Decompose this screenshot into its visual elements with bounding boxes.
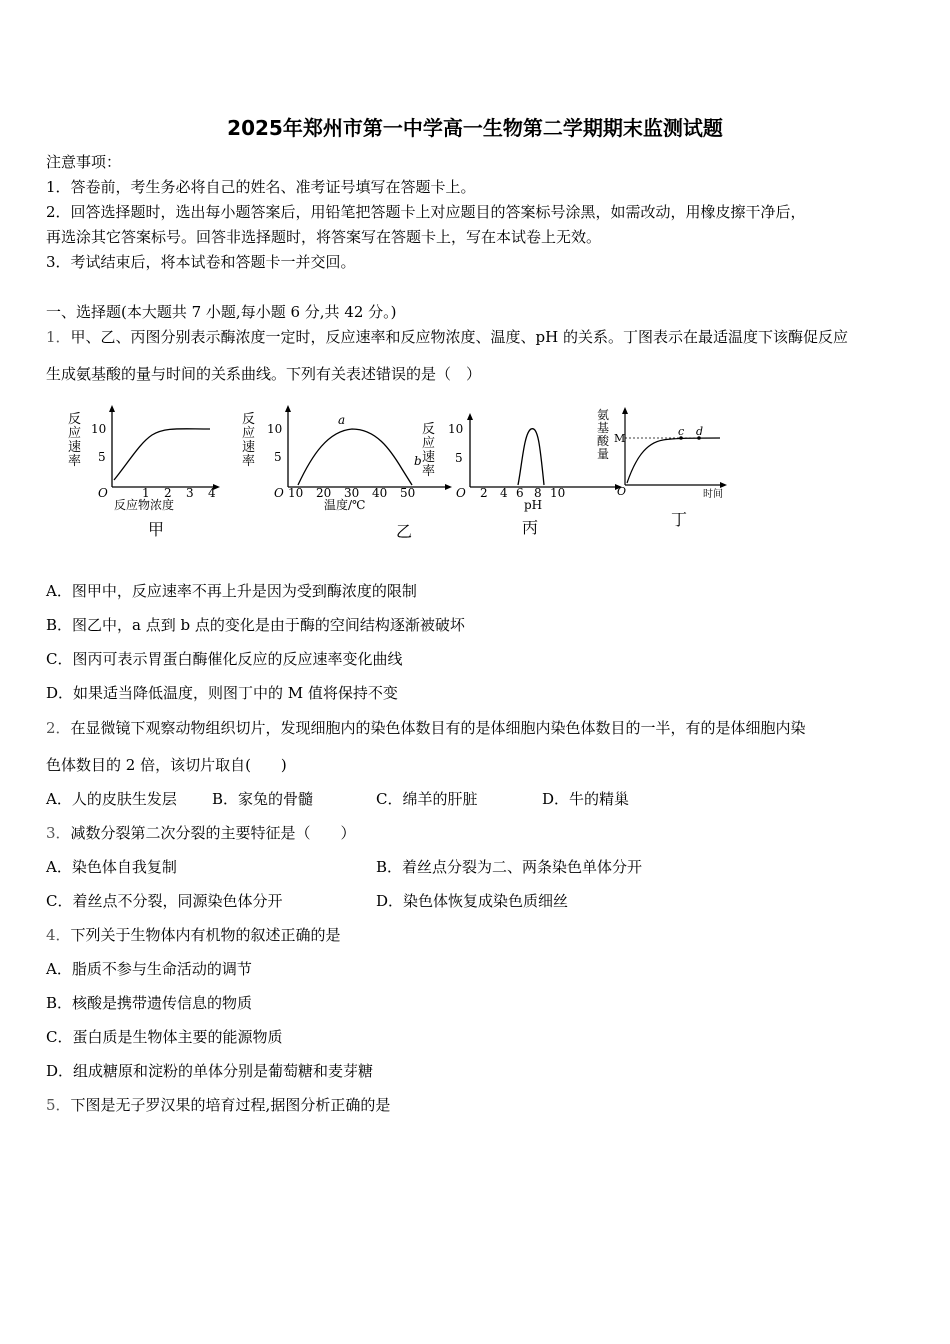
question-2-option-a: A．人的皮肤生发层: [46, 790, 177, 808]
graph-bing-ylabel-1: 反: [422, 422, 436, 437]
graph-jia-xlabel: 反应物浓度: [114, 498, 175, 512]
graph-bing-ylabel-2: 应: [422, 436, 436, 451]
graph-ding-ylabel-3: 酸: [597, 434, 610, 448]
graph-bing-xtick-10: 10: [550, 486, 566, 500]
question-1-option-c: C．图丙可表示胃蛋白酶催化反应的反应速率变化曲线: [46, 650, 403, 668]
graph-jia-xtick-1: 1: [142, 486, 150, 500]
graph-jia-curve: [114, 429, 210, 480]
question-2-line-1: [46, 718, 806, 738]
graph-yi-ytick-10: 10: [267, 422, 283, 436]
graph-yi-point-b: b: [414, 454, 422, 468]
question-1-line-2: 生成氨基酸的量与时间的关系曲线。下列有关表述错误的是（ ）: [46, 365, 482, 383]
graph-yi-xtick-10: 10: [288, 486, 304, 500]
question-4-option-d: D．组成糖原和淀粉的单体分别是葡萄糖和麦芽糖: [46, 1062, 374, 1080]
question-2-option-c: C．绵羊的肝脏: [376, 790, 478, 808]
question-3-option-a: A．染色体自我复制: [46, 858, 177, 876]
graph-jia-ylabel-2: 应: [68, 426, 82, 441]
graph-yi: [242, 405, 452, 541]
graph-jia-y-arrow: [109, 405, 115, 412]
question-4-option-c: C．蛋白质是生物体主要的能源物质: [46, 1028, 283, 1046]
question-5-line-1: [46, 1095, 390, 1115]
graph-ding-caption: 丁: [671, 510, 688, 529]
graph-jia-ylabel-1: 反: [68, 412, 82, 427]
graph-bing-xtick-6: 6: [516, 486, 524, 500]
question-number: 2．: [46, 719, 71, 737]
graph-jia-caption: 甲: [148, 520, 165, 539]
graph-bing-xtick-8: 8: [534, 486, 542, 500]
graph-jia-origin: O: [98, 486, 108, 500]
question-2-option-b: B．家兔的骨髓: [212, 790, 314, 808]
graph-yi-ylabel-1: 反: [242, 412, 256, 427]
graph-ding-xlabel: 时间: [703, 489, 723, 500]
graph-yi-x-arrow: [445, 484, 452, 490]
question-text: 下图是无子罗汉果的培育过程,据图分析正确的是: [70, 1096, 391, 1114]
question-number: 1．: [46, 328, 71, 346]
graph-yi-ytick-5: 5: [274, 450, 282, 464]
question-number: 3．: [46, 824, 71, 842]
question-3-line-1: [46, 823, 356, 843]
graph-bing: [422, 413, 622, 537]
question-4-option-a: A．脂质不参与生命活动的调节: [46, 960, 252, 978]
graph-ding-ylabel-1: 氨: [597, 408, 610, 422]
graph-yi-curve: [298, 429, 412, 485]
graph-yi-xtick-50: 50: [400, 486, 416, 500]
graph-yi-ylabel-4: 率: [242, 454, 256, 469]
graph-ding-y-arrow: [622, 407, 628, 414]
enzyme-graphs: [60, 405, 760, 555]
graph-jia-xtick-4: 4: [208, 486, 216, 500]
graph-bing-ylabel-4: 率: [422, 464, 436, 479]
question-3-option-d: D．染色体恢复成染色质细丝: [376, 892, 569, 910]
graph-yi-ylabel-3: 速: [242, 440, 256, 455]
question-text: 下列关于生物体内有机物的叙述正确的是: [70, 926, 341, 944]
question-2-option-d: D．牛的精巢: [542, 790, 630, 808]
question-text: 在显微镜下观察动物组织切片，发现细胞内的染色体数目有的是体细胞内染色体数目的一半，有的是体细胞内染: [70, 719, 806, 737]
graph-bing-y-arrow: [467, 413, 473, 420]
section-heading: 一、选择题(本大题共 7 小题,每小题 6 分,共 42 分。): [46, 303, 397, 321]
notice-item-3: 3．考试结束后，将本试卷和答题卡一并交回。: [46, 253, 356, 271]
graph-yi-caption: 乙: [396, 522, 413, 541]
graph-ding-point-c: c: [678, 425, 685, 438]
notice-item-2: 2．回答选择题时，选出每小题答案后，用铅笔把答题卡上对应题目的答案标号涂黑，如需改动，用橡皮擦干净后，: [46, 203, 806, 221]
question-2-line-2: 色体数目的 2 倍，该切片取自( ): [46, 756, 287, 774]
graph-yi-xtick-20: 20: [316, 486, 332, 500]
graph-jia-ylabel-3: 速: [68, 440, 82, 455]
question-number: 5．: [46, 1096, 71, 1114]
graph-bing-ytick-5: 5: [455, 451, 463, 465]
question-1-line-1: [46, 327, 848, 347]
enzyme-graphs-svg: [60, 405, 760, 555]
graph-bing-xtick-2: 2: [480, 486, 488, 500]
graph-ding-x-arrow: [720, 482, 727, 488]
graph-jia-ytick-5: 5: [98, 450, 106, 464]
graph-jia-xtick-3: 3: [186, 486, 194, 500]
question-3-option-b: B．着丝点分裂为二、两条染色单体分开: [376, 858, 643, 876]
question-text: 减数分裂第二次分裂的主要特征是（ ）: [70, 824, 356, 842]
graph-ding-curve: [627, 438, 720, 483]
graph-jia-ytick-10: 10: [91, 422, 107, 436]
graph-bing-ylabel-3: 速: [422, 450, 436, 465]
question-1-option-a: A．图甲中，反应速率不再上升是因为受到酶浓度的限制: [46, 582, 417, 600]
graph-yi-xtick-30: 30: [344, 486, 360, 500]
notice-heading: 注意事项：: [46, 153, 122, 171]
graph-ding-ylabel-4: 量: [597, 447, 610, 461]
graph-yi-point-a: a: [338, 413, 346, 427]
question-1-option-d: D．如果适当降低温度，则图丁中的 M 值将保持不变: [46, 684, 398, 702]
graph-jia-xtick-2: 2: [164, 486, 172, 500]
question-1-option-b: B．图乙中，a 点到 b 点的变化是由于酶的空间结构逐渐被破坏: [46, 616, 465, 634]
question-4-option-b: B．核酸是携带遗传信息的物质: [46, 994, 253, 1012]
question-3-option-c: C．着丝点不分裂，同源染色体分开: [46, 892, 283, 910]
graph-yi-origin: O: [274, 486, 284, 500]
question-number: 4．: [46, 926, 71, 944]
notice-item-1: 1．答卷前，考生务必将自己的姓名、准考证号填写在答题卡上。: [46, 178, 476, 196]
question-4-line-1: [46, 925, 341, 945]
graph-ding-ymark-m: M: [614, 432, 626, 445]
graph-yi-xlabel: 温度/℃: [324, 498, 366, 512]
graph-ding-origin: O: [617, 485, 627, 498]
graph-bing-xtick-4: 4: [500, 486, 508, 500]
page-title: 2025年郑州市第一中学高一生物第二学期期末监测试题: [227, 116, 723, 140]
graph-bing-xlabel: pH: [524, 498, 543, 512]
graph-yi-y-arrow: [285, 405, 291, 412]
graph-jia-ylabel-4: 率: [68, 454, 82, 469]
graph-yi-xtick-40: 40: [372, 486, 388, 500]
graph-bing-origin: O: [456, 486, 466, 500]
graph-ding-point-d: d: [696, 425, 704, 438]
graph-bing-curve: [518, 429, 544, 485]
question-text: 甲、乙、丙图分别表示酶浓度一定时，反应速率和反应物浓度、温度、pH 的关系。丁图表示在最适温度下该酶促反应: [70, 328, 849, 346]
graph-ding: [597, 407, 727, 529]
graph-jia: [68, 405, 220, 539]
graph-yi-ylabel-2: 应: [242, 426, 256, 441]
graph-ding-ylabel-2: 基: [597, 421, 610, 435]
notice-item-2-cont: 再选涂其它答案标号。回答非选择题时，将答案写在答题卡上，写在本试卷上无效。: [46, 228, 602, 246]
graph-bing-caption: 丙: [522, 518, 539, 537]
graph-bing-ytick-10: 10: [448, 422, 464, 436]
